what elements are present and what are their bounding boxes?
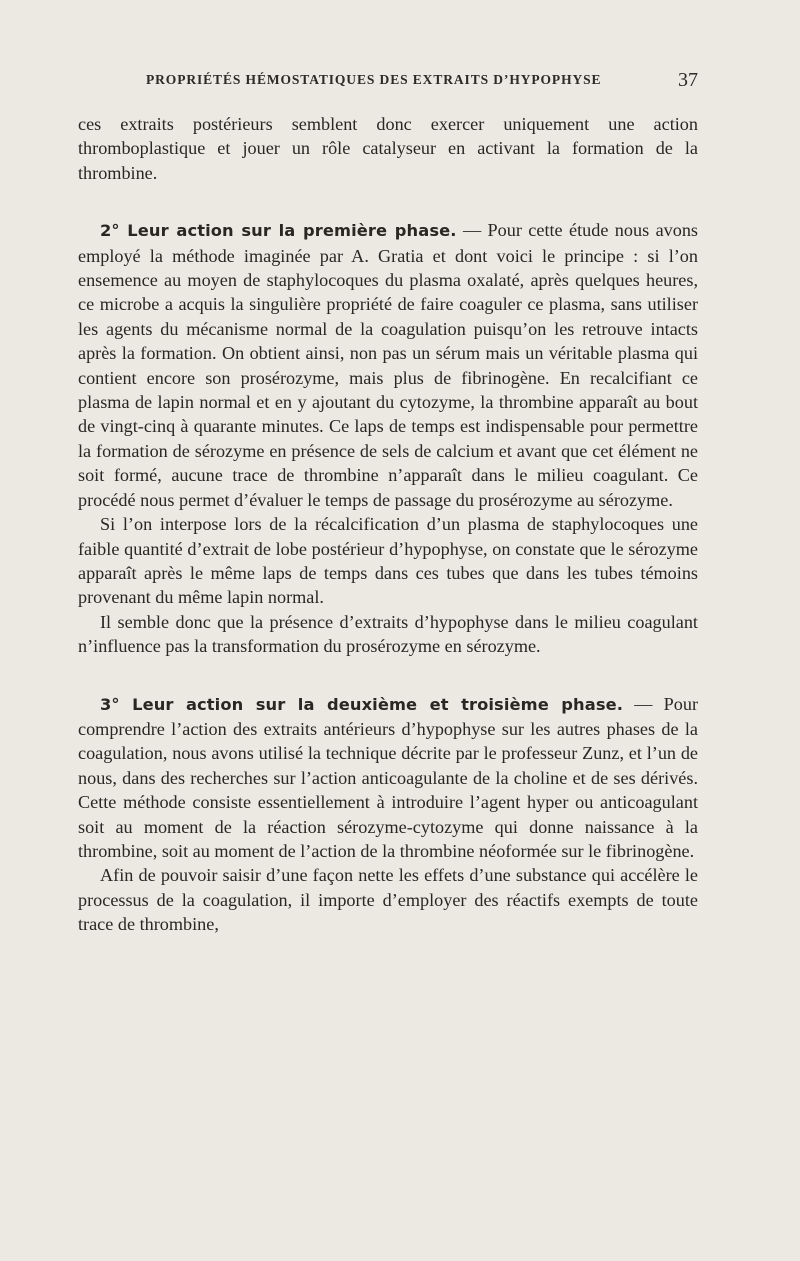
running-title: PROPRIÉTÉS HÉMOSTATIQUES DES EXTRAITS D’HYPOPHYSE [146,72,602,87]
section-3-text: — Pour comprendre l’action des extraits antérieurs d’hypophyse sur les autres phases de la coagulation, nous avons utilisé la technique décrite par le professeur Zunz, et l’un de nous, dans des recherches sur l’action anticoagulante de la choline et de ses dérivés. Cette méthode consiste essentiellement à introduire l’agent hyper ou anticoagulant soit au moment de la réaction sérozyme-cytozyme qui donne naissance à la thrombine, soit au moment de l’action de la thrombine néoformée sur le fibrinogène. [78,693,698,861]
paragraph-staphylocoques: Si l’on interpose lors de la récalcification d’un plasma de staphylocoques une faible quantité d’extrait de lobe postérieur d’hypophyse, on constate que le sérozyme apparaît après le même laps de temps dans ces tubes que dans les tubes témoins provenant du même lapin normal. [78,514,698,608]
section-2-text: — Pour cette étude nous avons employé la méthode imaginée par A. Gratia et dont voici le principe : si l’on ensemence au moyen de staphylocoques du plasma oxalaté, après quelques heures, ce microbe a acquis la singulière propriété de faire coaguler ce plasma, sans utiliser les agents du mécanisme normal de la coagulation puisqu’on les retrouve intacts après la formation. On obtient ainsi, non pas un sérum mais un véritable plasma qui contient encore son prosérozyme, mais plus de fibrinogène. En recalcifiant ce plasma de lapin normal et en y ajoutant du cytozyme, la thrombine apparaît au bout de vingt-cinq à quarante minutes. Ce laps de temps est indispensable pour permettre la formation de sérozyme en présence de sels de calcium et avant que cet élément ne soit formé, aucune trace de thrombine n’apparaît dans le milieu coagulant. Ce procédé nous permet d’évaluer le temps de passage du prosérozyme au sérozyme. [78,220,698,510]
page-header [80,69,698,94]
section-2-paragraph [78,218,698,512]
section-2-heading: 2° Leur action sur la première phase. [100,221,457,241]
section-3-paragraph [78,692,698,864]
page-number: 37 [678,69,698,91]
paragraph-continued: ces extraits postérieurs semblent donc exercer uniquement une action thromboplastique et jouer un rôle catalyseur en activant la formation de la thrombine. [78,114,698,183]
body-text [78,112,698,937]
paragraph-conclusion: Il semble donc que la présence d’extraits d’hypophyse dans le milieu coagulant n’influence pas la transformation du prosérozyme en sérozyme. [78,611,698,657]
paragraph-afin: Afin de pouvoir saisir d’une façon nette les effets d’une substance qui accélère le processus de la coagulation, il importe d’employer des réactifs exempts de toute trace de thrombine, [78,865,698,935]
section-3-heading: 3° Leur action sur la deuxième et troisième phase. [100,694,624,714]
